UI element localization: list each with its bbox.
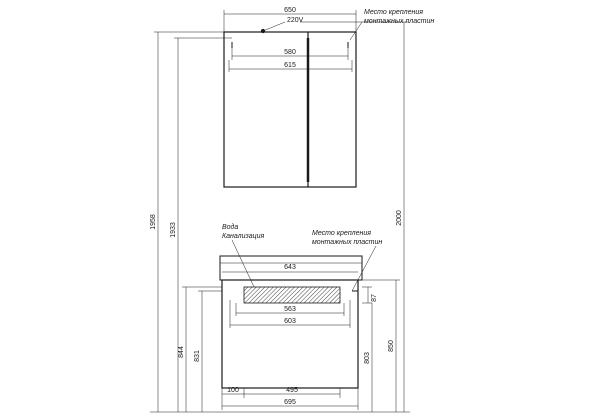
dim-643-label: 643: [284, 264, 296, 271]
vanity-unit: [220, 240, 376, 410]
dim-2000-label: 2000: [396, 210, 403, 226]
dim-580-label: 580: [284, 49, 296, 56]
dim-603-label: 603: [284, 318, 296, 325]
water-label: Вода: [222, 224, 239, 231]
mirror-mount-label-1: Место крепления: [364, 9, 424, 16]
vanity-mount-label-2: монтажных пластин: [312, 239, 383, 246]
dim-100-label: 100: [227, 387, 239, 394]
vanity-mount-leader: [352, 246, 376, 291]
power-220v-label: 220V: [287, 17, 304, 24]
dim-563-label: 563: [284, 306, 296, 313]
dim-695-label: 695: [284, 399, 296, 406]
dim-87-label: 87: [371, 294, 378, 302]
mirror-cabinet: [224, 10, 362, 187]
dim-1933-label: 1933: [170, 222, 177, 238]
vertical-dimensions: [150, 22, 410, 412]
dim-650-label: 650: [284, 7, 296, 14]
vanity-mount-label-1: Место крепления: [312, 230, 372, 237]
dim-803-label: 803: [364, 352, 371, 364]
dim-495-label: 495: [286, 387, 298, 394]
plumbing-zone: [244, 287, 340, 303]
dim-1958-label: 1958: [150, 214, 157, 230]
mirror-mount-label-2: монтажных пластин: [364, 18, 435, 25]
dim-844-label: 844: [178, 346, 185, 358]
dim-850-label: 850: [388, 340, 395, 352]
sewer-label: Канализация: [222, 233, 265, 240]
dim-615-label: 615: [284, 62, 296, 69]
dim-831-label: 831: [194, 350, 201, 362]
